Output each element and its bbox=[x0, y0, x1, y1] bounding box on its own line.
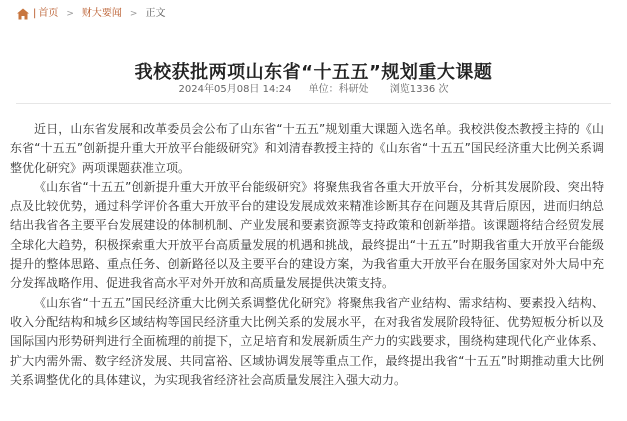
breadcrumb-separator: > bbox=[66, 9, 74, 19]
article-body bbox=[10, 120, 604, 390]
article-paragraph: 近日，山东省发展和改革委员会公布了山东省“十五五”规划重大课题入选名单。我校洪俊杰教授主持的《山东省“十五五”创新提升重大开放平台能级研究》和刘清春教授主持的《山东省“十五五”国民经济重大比例关系调整优化研究》两项课题获准立项。 bbox=[10, 122, 604, 175]
view-count: 浏览1336 次 bbox=[389, 84, 449, 95]
breadcrumb bbox=[16, 6, 165, 22]
article-paragraph: 《山东省“十五五”创新提升重大开放平台能级研究》将聚焦我省各重大开放平台，分析其发展阶段、突出特点及比较优势，通过科学评价各重大开放平台的建设发展成效来精准诊断其存在问题及其背后原因，进而归纳总结出我省各主要平台发展建设的体制机制、产业发展和要素资源等支持政策和创新举措。该课题将结合经贸发展全球化大趋势，积极探索重大开放平台高质量发展的机遇和挑战，最终提出“十五五”时期我省重大开放平台能级提升的整体思路、重点任务、创新路径以及主要平台的建设方案，为我省重大开放平台在服务国家对外大局中充分发挥战略作用、促进我省高水平对外开放和高质量发展提供决策支持。 bbox=[10, 179, 604, 291]
article-meta bbox=[0, 80, 627, 95]
breadcrumb-current: 正文 bbox=[145, 8, 166, 19]
article-title: 我校获批两项山东省“十五五”规划重大课题 bbox=[134, 62, 493, 84]
breadcrumb-section-link[interactable]: 财大要闻 bbox=[81, 8, 122, 19]
home-divider: | bbox=[33, 8, 37, 19]
breadcrumb-separator: > bbox=[129, 9, 138, 19]
publish-unit: 单位：科研处 bbox=[308, 84, 369, 95]
home-icon[interactable] bbox=[16, 7, 30, 21]
article-paragraph: 《山东省“十五五”国民经济重大比例关系调整优化研究》将聚焦我省产业结构、需求结构、要素投入结构、收入分配结构和城乡区域结构等国民经济重大比例关系的发展水平，在对我省发展阶段特征、优势短板分析以及国际国内形势研判进行全面梳理的前提下，立足培育和发展新质生产力的实践要求，围绕构建现代化产业体系、扩大内需外需、数字经济发展、共同富裕、区域协调发展等重点工作，最终提出我省“十五五”时期推动重大比例关系调整优化的具体建议，为实现我省经济社会高质量发展注入强大动力。 bbox=[10, 295, 604, 387]
publish-date: 2024年05月08日 14:24 bbox=[178, 84, 292, 95]
title-divider bbox=[16, 103, 611, 104]
breadcrumb-home-link[interactable]: 首页 bbox=[38, 8, 59, 19]
